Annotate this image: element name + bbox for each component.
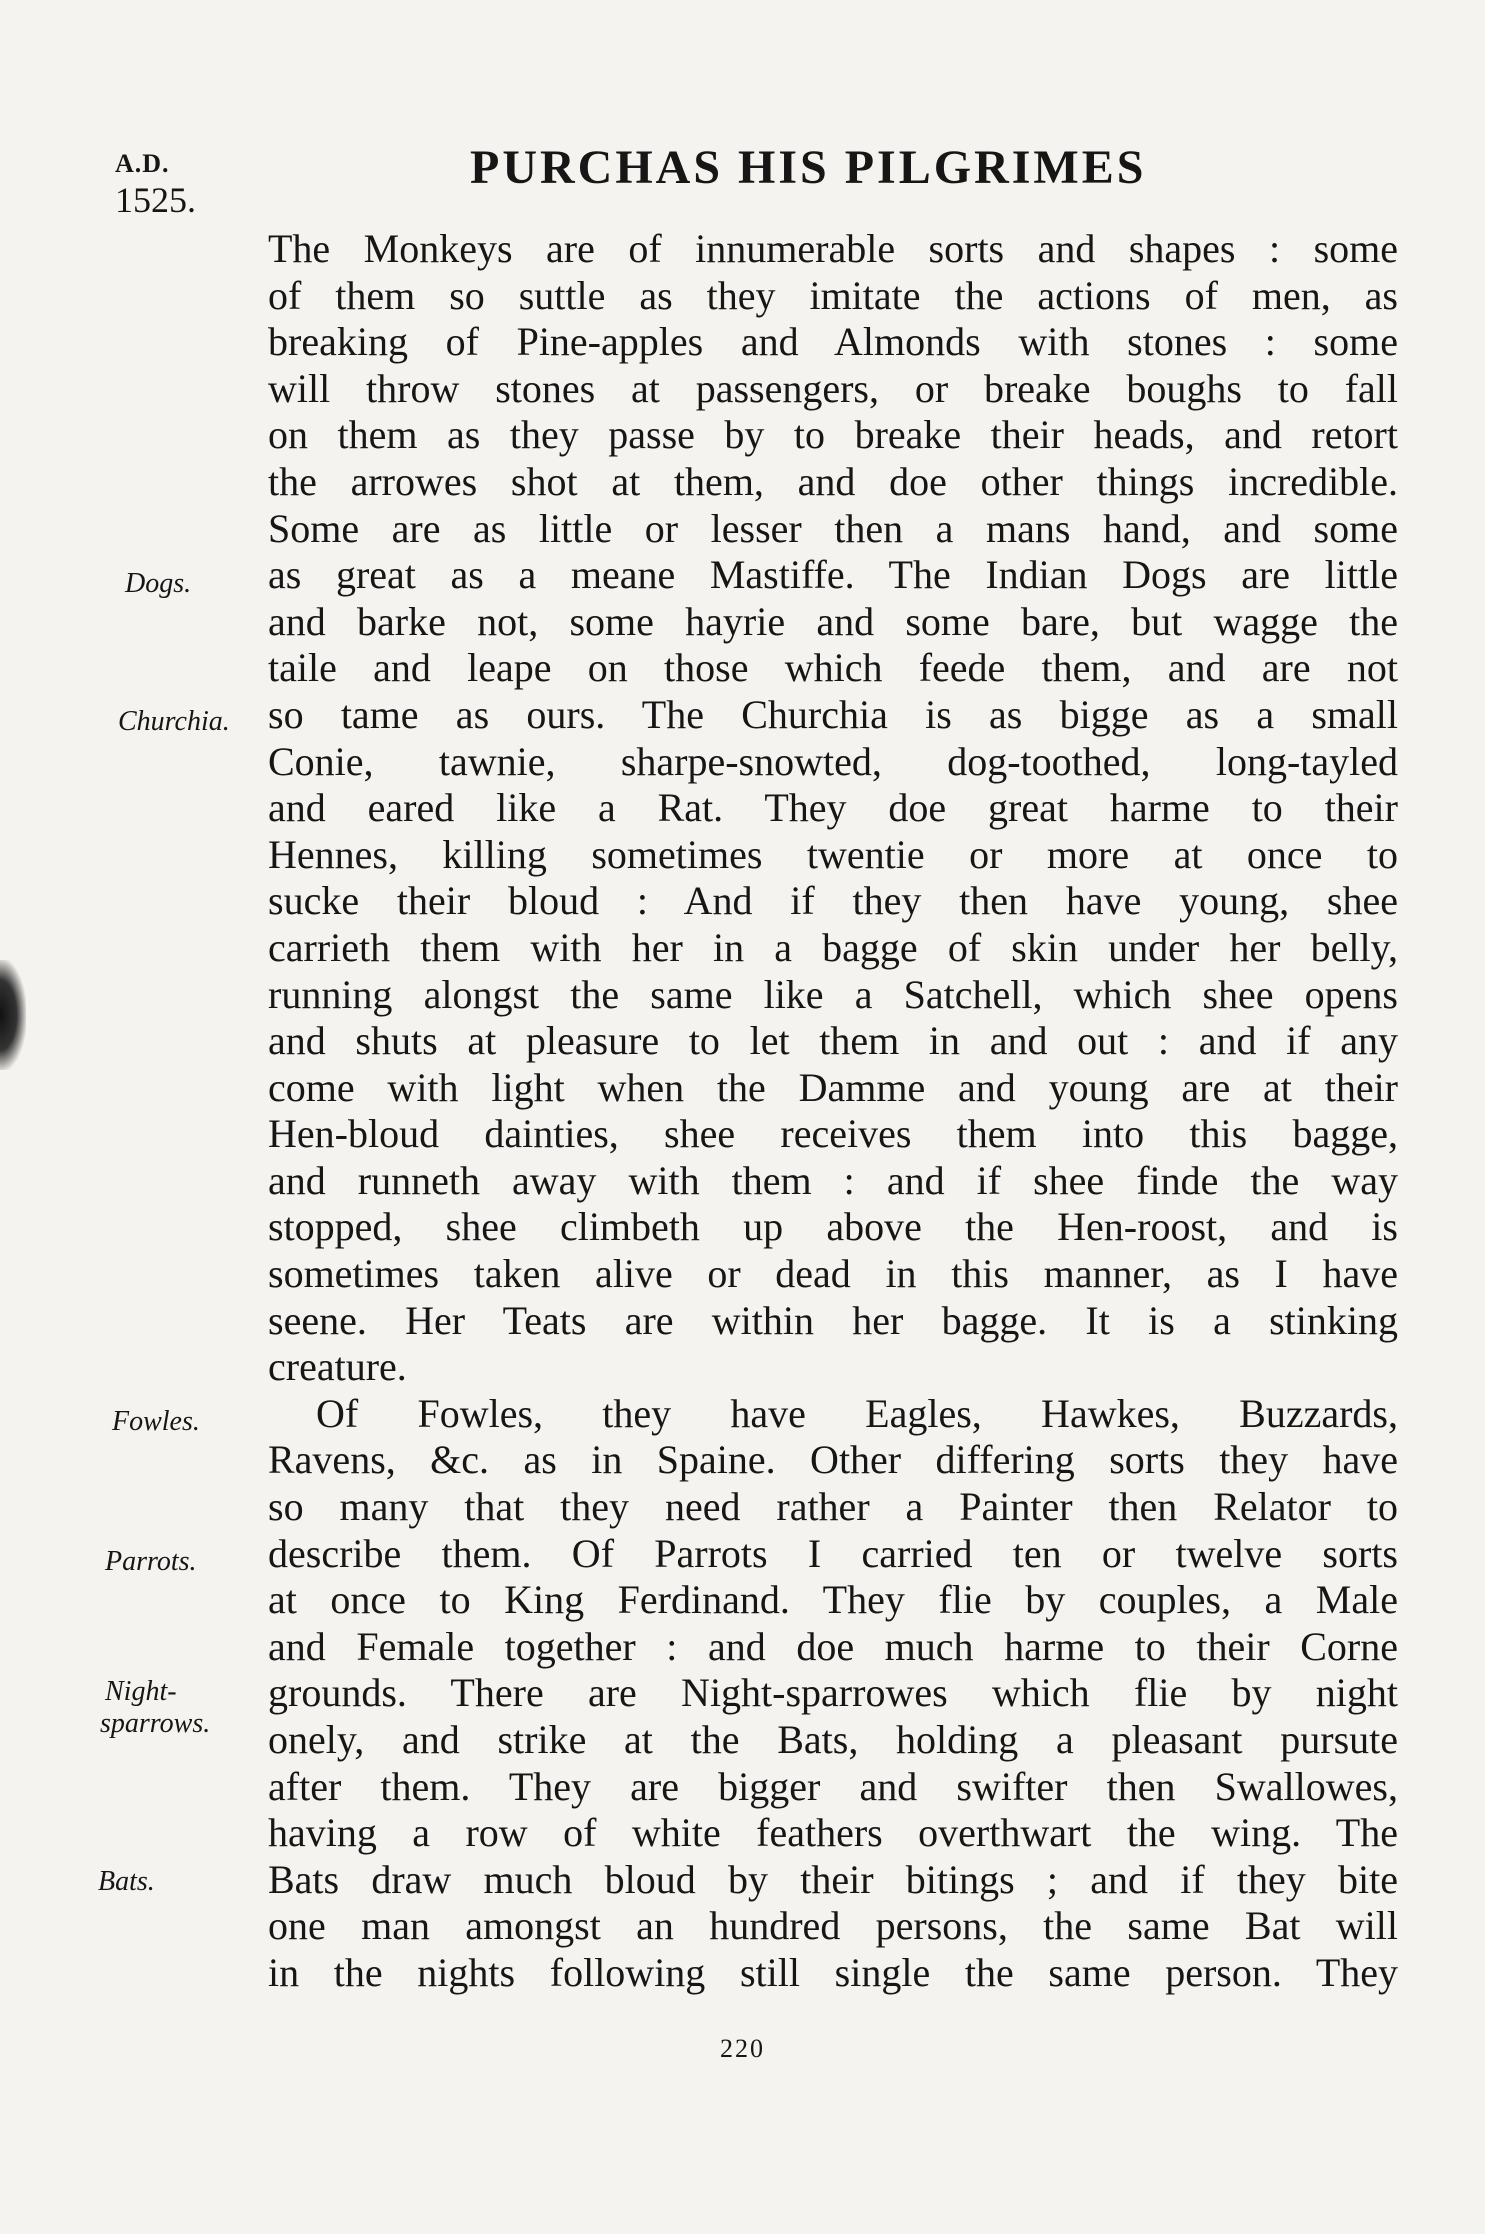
body-line: at once to King Ferdinand. They flie by couples, a Male [268, 1577, 1398, 1623]
margin-note-dogs: Dogs. [125, 568, 192, 599]
body-line: the arrowes shot at them, and doe other things incredible. [268, 458, 1398, 504]
body-line: Conie, tawnie, sharpe-snowted, dog-toothed, long-tayled [268, 738, 1398, 784]
margin-note-churchia: Churchia. [118, 706, 230, 737]
margin-note-night-sparrows-2: sparrows. [100, 1708, 211, 1739]
body-line: so many that they need rather a Painter then Relator to [268, 1484, 1398, 1530]
body-line: come with light when the Damme and young are at their [268, 1064, 1398, 1110]
body-text [268, 226, 1398, 1997]
year-ad-label: A.D. [115, 149, 170, 178]
body-line: onely, and strike at the Bats, holding a pleasant pursute [268, 1717, 1398, 1762]
body-line: breaking of Pine-apples and Almonds with stones : some [268, 319, 1398, 365]
body-line: after them. They are bigger and swifter then Swallowes, [268, 1763, 1398, 1809]
body-line: stopped, shee climbeth up above the Hen-roost, and is [268, 1204, 1398, 1250]
body-line: carrieth them with her in a bagge of skin under her belly, [268, 924, 1398, 970]
body-line: and eared like a Rat. They doe great harme to their [268, 785, 1398, 831]
margin-note-bats: Bats. [98, 1866, 155, 1897]
page-edge-shadow [0, 960, 26, 1070]
year-block [115, 148, 196, 222]
body-line: Of Fowles, they have Eagles, Hawkes, Buzzards, [316, 1390, 1398, 1436]
body-line: in the nights following still single the same person. They [268, 1949, 1398, 1995]
body-line: and runneth away with them : and if shee finde the way [268, 1157, 1398, 1203]
body-line: so tame as ours. The Churchia is as bigge as a small [268, 691, 1398, 737]
body-line: seene. Her Teats are within her bagge. It is a stinking [268, 1297, 1398, 1343]
margin-note-night-sparrows-1: Night- [105, 1676, 177, 1707]
body-line: of them so suttle as they imitate the actions of men, as [268, 272, 1398, 318]
body-line: grounds. There are Night-sparrowes which flie by night [268, 1670, 1398, 1716]
body-line: Hennes, killing sometimes twentie or more at once to [268, 831, 1398, 877]
margin-note-fowles: Fowles. [112, 1406, 200, 1437]
body-line: Ravens, &c. as in Spaine. Other differing sorts they have [268, 1437, 1398, 1483]
margin-note-parrots: Parrots. [105, 1546, 197, 1577]
body-line: Some are as little or lesser then a mans hand, and some [268, 505, 1398, 551]
body-line: and Female together : and doe much harme to their Corne [268, 1623, 1398, 1669]
body-line: running alongst the same like a Satchell, which shee opens [268, 971, 1398, 1017]
body-line: Hen-bloud dainties, shee receives them into this bagge, [268, 1111, 1398, 1157]
body-line: on them as they passe by to breake their heads, and retort [268, 412, 1398, 458]
body-line: creature. [268, 1344, 407, 1390]
body-line: sucke their bloud : And if they then have young, shee [268, 878, 1398, 924]
body-line: and barke not, some hayrie and some bare, but wagge the [268, 598, 1398, 644]
body-line: as great as a meane Mastiffe. The Indian Dogs are little [268, 552, 1398, 598]
body-line: one man amongst an hundred persons, the same Bat will [268, 1903, 1398, 1949]
running-title: PURCHAS HIS PILGRIMES [470, 141, 1147, 194]
page-number: 220 [720, 2034, 765, 2063]
body-line: and shuts at pleasure to let them in and out : and if any [268, 1018, 1398, 1064]
body-line: describe them. Of Parrots I carried ten or twelve sorts [268, 1530, 1398, 1576]
body-line: Bats draw much bloud by their bitings ; and if they bite [268, 1856, 1398, 1902]
body-line: having a row of white feathers overthwart the wing. The [268, 1810, 1398, 1856]
year-number: 1525. [115, 180, 196, 221]
body-line: taile and leape on those which feede them, and are not [268, 645, 1398, 691]
body-line: sometimes taken alive or dead in this manner, as I have [268, 1251, 1398, 1297]
body-line: The Monkeys are of innumerable sorts and shapes : some [268, 226, 1398, 271]
body-line: will throw stones at passengers, or breake boughs to fall [268, 365, 1398, 411]
